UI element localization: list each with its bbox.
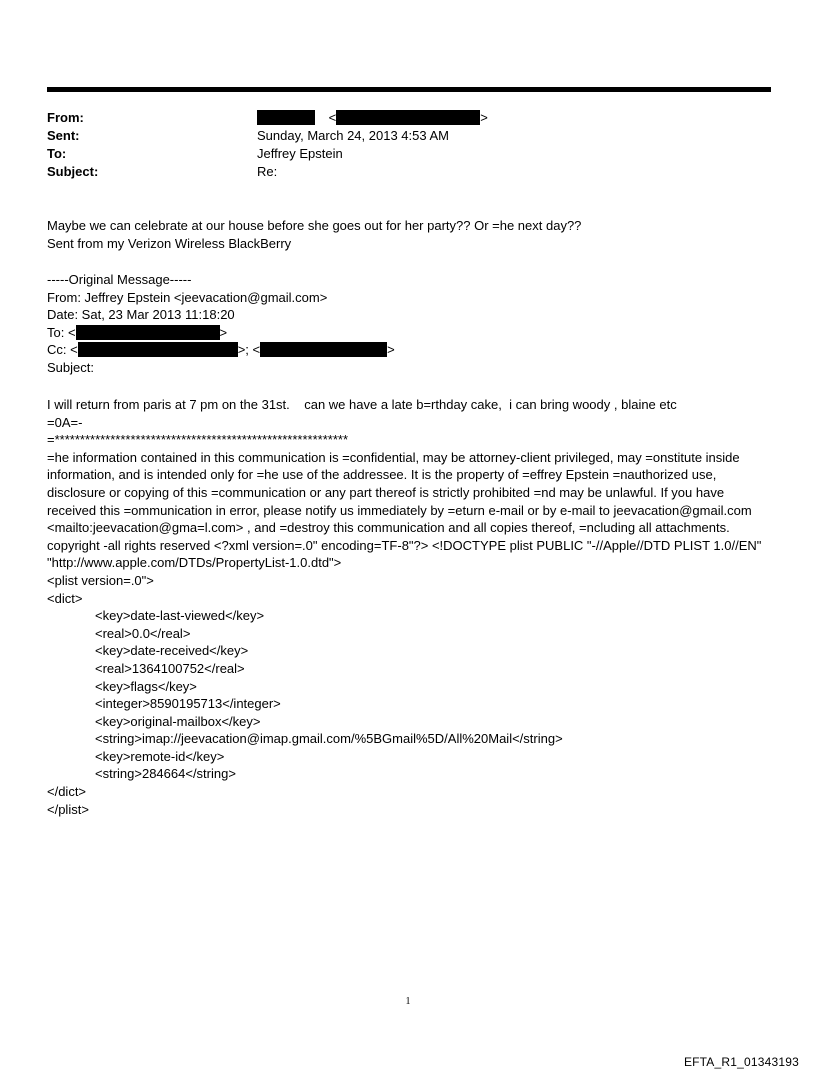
from-label: From: [47, 110, 84, 125]
plist-entry: <real>0.0</real> [95, 625, 191, 641]
sent-value: Sunday, March 24, 2013 4:53 AM [257, 128, 449, 143]
redaction-box [76, 325, 220, 340]
to-value: Jeffrey Epstein [257, 146, 343, 161]
reply-line: Maybe we can celebrate at our house before she goes out for her party?? Or =he next day?? [47, 218, 582, 233]
reply-body [47, 217, 771, 252]
plist-entry: <string>imap://jeevacation@imap.gmail.com/%5BGmail%5D/All%20Mail</string> [95, 731, 563, 747]
original-to [47, 324, 771, 342]
bates-number: EFTA_R1_01343193 [683, 1055, 799, 1069]
to-label: To: [47, 146, 67, 161]
plist-entry: <integer>8590195713</integer> [95, 696, 281, 712]
redaction-box [257, 110, 315, 125]
plist-entry: <key>date-last-viewed</key> [95, 608, 265, 624]
from-lt: < [328, 110, 337, 125]
subject-label: Subject: [47, 164, 99, 179]
plist-entry: <key>remote-id</key> [95, 748, 225, 764]
message-stars: =********************************************************** [47, 432, 349, 448]
from-value [257, 110, 488, 125]
original-cc [47, 341, 771, 359]
redaction-box [336, 110, 480, 125]
plist-entry: <string>284664</string> [95, 766, 236, 782]
original-cc-prefix: Cc: < [47, 342, 78, 358]
dict-open: <dict> [47, 590, 83, 606]
plist-entry: <real>1364100752</real> [95, 660, 245, 676]
original-message-body [47, 396, 771, 818]
original-divider: -----Original Message----- [47, 272, 192, 287]
plist-entry: <key>original-mailbox</key> [95, 713, 261, 729]
disclaimer-text: =he information contained in this communication is =confidential, may be attorney-client privileged, may =onstitute inside information, and is intended only for =he use of the addressee. It is the property of =effrey Epstein =nauthorized use, disclosure or copying of this =communication or any part thereof is strictly prohibited =nd may be unlawful. If you have received this =ommunication in error, please notify us immediately by =eturn e-mail or by e-mail to jeevacation@gmail.com <mailto:jeevacation@gma=l.com> , and =destroy this communication and all copies thereof, =ncluding all attachments. copyright -all rights reserved <?xml version=.0" encoding=TF-8"?> <!DOCTYPE plist PUBLIC "-//Apple//DTD PLIST 1.0//EN" "http://www.apple.com/DTDs/PropertyList-1.0.dtd"> [47, 449, 762, 571]
original-to-suffix: > [219, 324, 228, 340]
original-message-header [47, 271, 771, 377]
dict-close: </dict> [47, 784, 87, 800]
original-cc-mid: >; < [237, 342, 261, 358]
message-encoded: =0A=- [47, 414, 83, 430]
original-to-prefix: To: < [47, 324, 76, 340]
message-text: I will return from paris at 7 pm on the 31st. can we have a late b=rthday cake, i can bring woody , blaine etc [47, 397, 677, 412]
redaction-box [78, 342, 238, 357]
original-from: From: Jeffrey Epstein <jeevacation@gmail.com> [47, 289, 328, 305]
plist-close: </plist> [47, 801, 89, 817]
sent-label: Sent: [47, 128, 80, 143]
header-rule [47, 87, 771, 92]
plist-open: <plist version=.0"> [47, 572, 154, 588]
from-gt: > [480, 110, 488, 125]
redaction-box [260, 342, 387, 357]
plist-entry: <key>date-received</key> [95, 643, 249, 659]
original-cc-suffix: > [387, 342, 395, 358]
plist-entry: <key>flags</key> [95, 678, 197, 694]
page-number: 1 [405, 996, 411, 1007]
original-date: Date: Sat, 23 Mar 2013 11:18:20 [47, 307, 235, 323]
original-subject: Subject: [47, 359, 94, 375]
reply-signature: Sent from my Verizon Wireless BlackBerry [47, 235, 292, 251]
subject-value: Re: [257, 164, 278, 179]
